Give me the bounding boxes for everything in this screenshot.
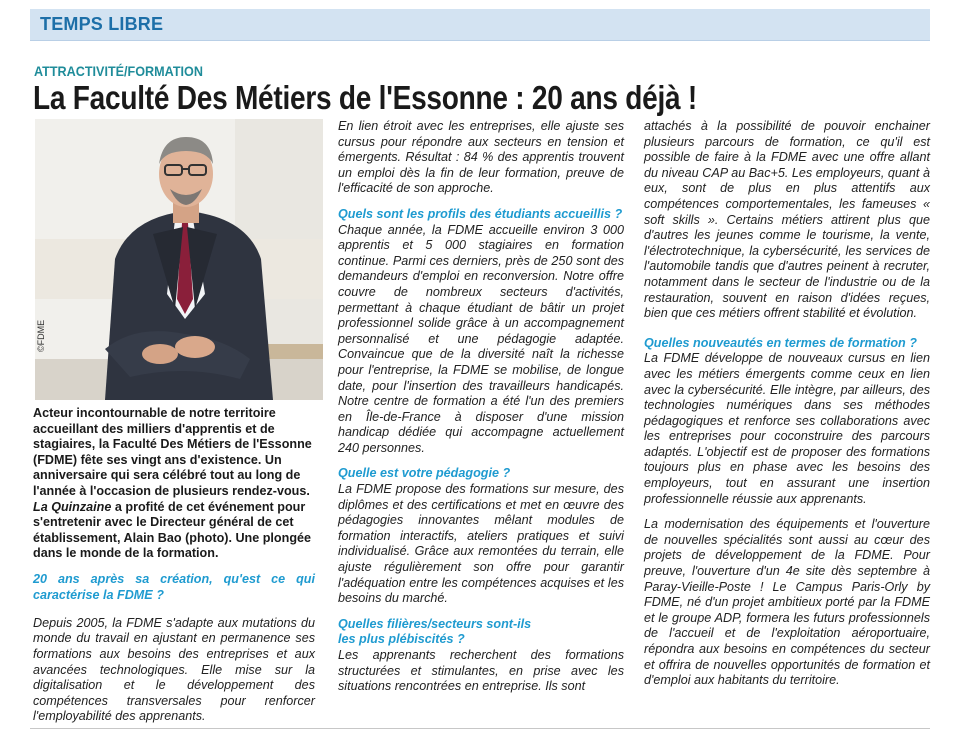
column-3 bbox=[644, 119, 930, 689]
answer-4-continued: attachés à la possibilité de pouvoir enchainer plusieurs parcours de formation, ce qu'il est possible de faire à la FDME avec une offre allant du niveau CAP au Bac+5. Les employeurs, quant à eux, sont de plus en plus attentifs aux compétences comportementales, les fameuses « soft skills ». Certains métiers attirent plus que d'autres les jeunes comme le tourisme, la vente, l'électrotechnique, la cybersécurité, les services de l'automobile tandis que d'autres peinent à recruter, notamment dans le secteur de l'industrie ou de la restauration, souvent en raison d'idées reçues, bien que ces métiers offrent stabilité et évolution. bbox=[644, 119, 930, 321]
answer-1-continued: En lien étroit avec les entreprises, elle ajuste ses cursus pour répondre aux secteurs en tension et émergents. Résultat : 84 % des apprentis trouvent un emploi dès la fin de leur formation, preuve de l'efficacité de son approche. bbox=[338, 119, 624, 196]
portrait-photo bbox=[35, 119, 323, 400]
answer-3: La FDME propose des formations sur mesure, des diplômes et des certifications et met en œuvre des pédagogies innovantes mêlant modules de formation interactifs, ateliers pratiques et suivi individualisé. Grâce aux remontées du terrain, elle ajuste régulièrement son offre pour garantir l'adéquation entre les compétences acquises et les besoins du marché. bbox=[338, 482, 624, 606]
question-4-line-1: Quelles filières/secteurs sont-ils bbox=[338, 616, 532, 631]
photo-credit: ©FDME bbox=[36, 319, 46, 352]
column-1-body bbox=[33, 572, 315, 738]
question-3: Quelle est votre pédagogie ? bbox=[338, 466, 511, 481]
answer-5: La FDME développe de nouveaux cursus en lien avec les métiers émergents comme ceux en lien avec la cybersécurité. Elle intègre, par ailleurs, des technologies numériques dans ses méthodes pédagogiques et renforce ses collaborations avec les entreprises pour coconstruire des parcours adaptés. L'objectif est de proposer des formations toujours plus en phase avec les besoins des employeurs, tout en assurant une insertion professionnelle réussie aux apprenants. bbox=[644, 351, 930, 506]
question-4 bbox=[338, 617, 624, 648]
article-intro bbox=[33, 406, 315, 562]
section-label: TEMPS LIBRE bbox=[40, 14, 164, 34]
intro-publication: La Quinzaine bbox=[33, 499, 112, 514]
question-2: Quels sont les profils des étudiants accueillis ? bbox=[338, 206, 623, 221]
column-2 bbox=[338, 119, 624, 695]
article-headline: La Faculté Des Métiers de l'Essonne : 20 ans déjà ! bbox=[33, 79, 697, 116]
bottom-divider bbox=[30, 728, 930, 729]
section-header bbox=[30, 9, 930, 41]
answer-4: Les apprenants recherchent des formations structurées et stimulantes, en prise avec les situations rencontrées en entreprise. Ils sont bbox=[338, 648, 624, 694]
answer-5-paragraph-2: La modernisation des équipements et l'ouverture de nouvelles spécialités sont aussi au cœur des projets de développement de la FDME. Pour preuve, l'ouverture d'un 4e site dès septembre à Paray-Vieille-Poste ! Le Campus Paris-Orly by FDME, né d'un projet ambitieux porté par la FDME et le groupe ADP, formera les futurs professionnels de l'accueil et de l'exploitation aéroportuaire, répondra aux besoins en compétences du secteur et offrira de nouvelles opportunités de formation et d'emploi aux habitants du territoire. bbox=[644, 517, 930, 688]
answer-2: Chaque année, la FDME accueille environ 3 000 apprentis et 5 000 stagiaires en formation continue. Parmi ces derniers, près de 250 sont des demandeurs d'emploi en reconversion. Notre offre couvre de nombreux secteurs d'activités, permettant à chaque étudiant de bâtir un projet professionnel solide grâce à un accompagnement personnalisé et une pédagogie adaptée. Convaincue que de la diversité naît la richesse pour l'entreprise, la FDME se mobilise, de longue date, pour l'insertion des travailleurs handicapés. Notre centre de formation a été l'un des premiers en Île-de-France à disposer d'une mission handicap dédiée qui accompagne actuellement 240 personnes. bbox=[338, 222, 624, 455]
intro-text-a: Acteur incontournable de notre territoire accueillant des milliers d'apprentis et de stagiaires, la Faculté Des Métiers de l'Essonne (FDME) fête ses vingt ans d'existence. Un anniversaire qui sera célébré tout au long de l'année à l'occasion de plusieurs rendez-vous. bbox=[33, 406, 312, 498]
article-kicker: ATTRACTIVITÉ/FORMATION bbox=[34, 63, 203, 79]
intro-text-b: a profité de cet événement pour s'entretenir avec le Directeur général de cet établissement, Alain Bao (photo). Une plongée dans le monde de la formation. bbox=[33, 499, 312, 561]
question-5: Quelles nouveautés en termes de formation ? bbox=[644, 335, 917, 350]
portrait-illustration bbox=[35, 119, 323, 400]
question-4-line-2: les plus plébiscités ? bbox=[338, 632, 465, 647]
answer-1: Depuis 2005, la FDME s'adapte aux mutations du monde du travail en ajustant en permanence ses formations aux besoins des entreprises et aux avancées technologiques. Elle mise sur la digitalisation et le développement des compétences transversales pour renforcer l'employabilité des apprenants. bbox=[33, 615, 315, 724]
question-1: 20 ans après sa création, qu'est ce qui caractérise la FDME ? bbox=[33, 572, 315, 602]
